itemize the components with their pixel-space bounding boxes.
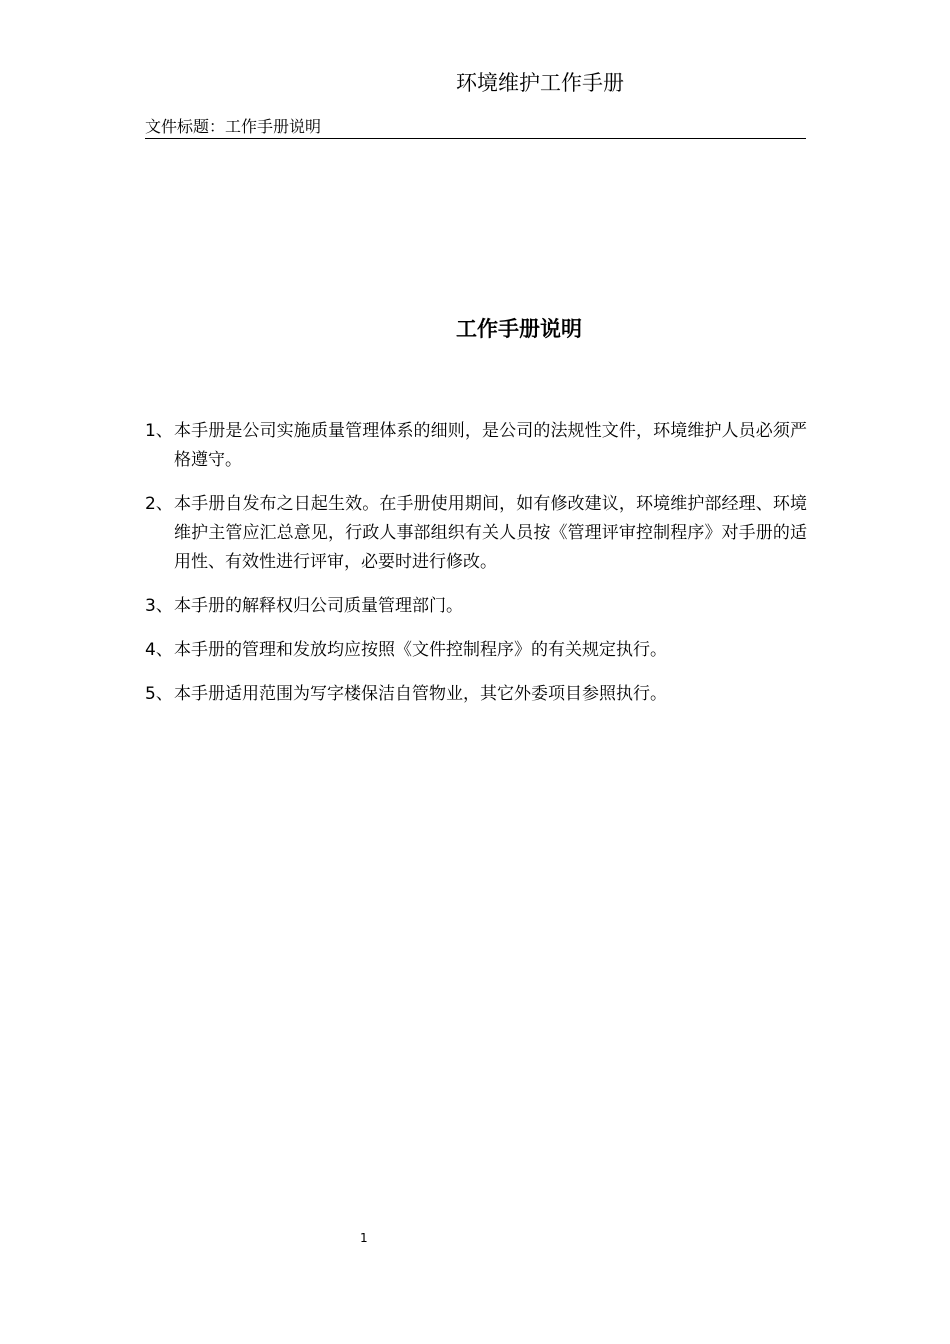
list-item	[145, 680, 807, 709]
header-subtitle: 文件标题：工作手册说明	[145, 117, 322, 136]
list-item	[145, 490, 807, 577]
list-item-text: 本手册自发布之日起生效。在手册使用期间，如有修改建议，环境维护部经理、环境维护主管应汇总意见，行政人事部组织有关人员按《管理评审控制程序》对手册的适用性、有效性进行评审，必要时进行修改。	[174, 494, 807, 572]
document-title: 工作手册说明	[456, 317, 582, 341]
list-item	[145, 636, 807, 665]
page-number: 1	[360, 1231, 368, 1245]
header-divider	[145, 138, 806, 139]
list-item	[145, 592, 807, 621]
instruction-list	[145, 417, 807, 724]
list-item-text: 本手册的解释权归公司质量管理部门。	[174, 596, 463, 616]
list-item-number: 5、	[145, 684, 173, 704]
list-item-number: 2、	[145, 494, 173, 514]
list-item-number: 3、	[145, 596, 173, 616]
list-item-number: 1、	[145, 421, 173, 441]
list-item-number: 4、	[145, 640, 173, 660]
list-item-text: 本手册是公司实施质量管理体系的细则，是公司的法规性文件，环境维护人员必须严格遵守。	[174, 421, 807, 470]
list-item	[145, 417, 807, 475]
list-item-text: 本手册的管理和发放均应按照《文件控制程序》的有关规定执行。	[174, 640, 667, 660]
list-item-text: 本手册适用范围为写字楼保洁自管物业，其它外委项目参照执行。	[174, 684, 667, 704]
header-title: 环境维护工作手册	[456, 71, 624, 95]
